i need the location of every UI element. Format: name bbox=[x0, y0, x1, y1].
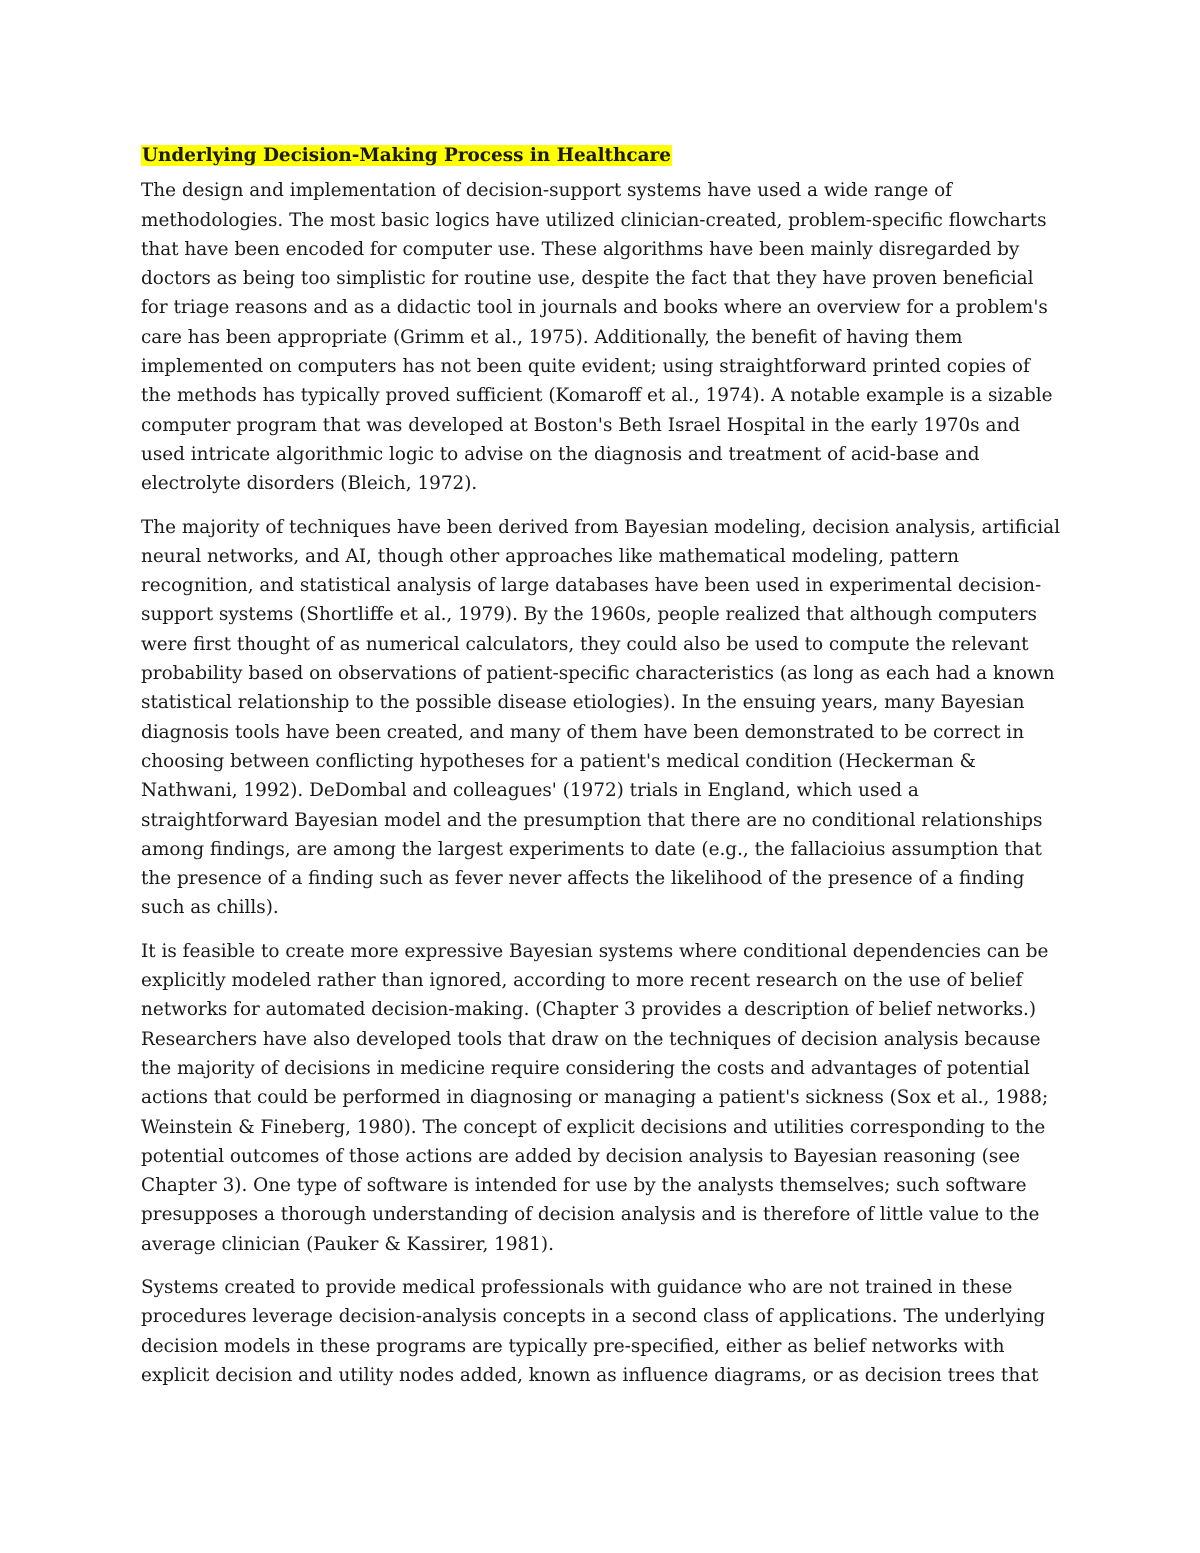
paragraph-3: It is feasible to create more expressive Bayesian systems where conditional dependencies can be explicitly modeled rather than ignored, according to more recent research on the use of belief networks for automated decision-making. (Chapter 3 provides a description of belief networks.) Researchers have also developed tools that draw on the techniques of decision analysis because the majority of decisions in medicine require considering the costs and advantages of potential actions that could be performed in diagnosing or managing a patient's sickness (Sox et al., 1988; Weinstein & Fineberg, 1980). The concept of explicit decisions and utilities corresponding to the potential outcomes of those actions are added by decision analysis to Bayesian reasoning (see Chapter 3). One type of software is intended for use by the analysts themselves; such software presupposes a thorough understanding of decision analysis and is therefore of little value to the average clinician (Pauker & Kassirer, 1981). bbox=[141, 940, 1049, 1255]
document-body bbox=[141, 141, 1061, 1404]
paragraph-2: The majority of techniques have been derived from Bayesian modeling, decision analysis, artificial neural networks, and AI, though other approaches like mathematical modeling, pattern recognition, and statistical analysis of large databases have been used in experimental decision-support systems (Shortliffe et al., 1979). By the 1960s, people realized that although computers were first thought of as numerical calculators, they could also be used to compute the relevant probability based on observations of patient-specific characteristics (as long as each had a known statistical relationship to the possible disease etiologies). In the ensuing years, many Bayesian diagnosis tools have been created, and many of them have been demonstrated to be correct in choosing between conflicting hypotheses for a patient's medical condition (Heckerman & Nathwani, 1992). DeDombal and colleagues' (1972) trials in England, which used a straightforward Bayesian model and the presumption that there are no conditional relationships among findings, are among the largest experiments to date (e.g., the fallacioius assumption that the presence of a finding such as fever never affects the likelihood of the presence of a finding such as chills). bbox=[141, 516, 1061, 919]
document-heading bbox=[141, 141, 1061, 170]
paragraph-1: The design and implementation of decision-support systems have used a wide range of methodologies. The most basic logics have utilized clinician-created, problem-specific flowcharts that have been encoded for computer use. These algorithms have been mainly disregarded by doctors as being too simplistic for routine use, despite the fact that they have proven beneficial for triage reasons and as a didactic tool in journals and books where an overview for a problem's care has been appropriate (Grimm et al., 1975). Additionally, the benefit of having them implemented on computers has not been quite evident; using straightforward printed copies of the methods has typically proved sufficient (Komaroff et al., 1974). A notable example is a sizable computer program that was developed at Boston's Beth Israel Hospital in the early 1970s and used intricate algorithmic logic to advise on the diagnosis and treatment of acid-base and electrolyte disorders (Bleich, 1972). bbox=[141, 180, 1053, 495]
heading-highlight: Underlying Decision-Making Process in Healthcare bbox=[142, 145, 671, 166]
paragraph-4: Systems created to provide medical professionals with guidance who are not trained in these procedures leverage decision-analysis concepts in a second class of applications. The underlying decision models in these programs are typically pre-specified, either as belief networks with explicit decision and utility nodes added, known as influence diagrams, or as decision trees that bbox=[141, 1276, 1046, 1386]
